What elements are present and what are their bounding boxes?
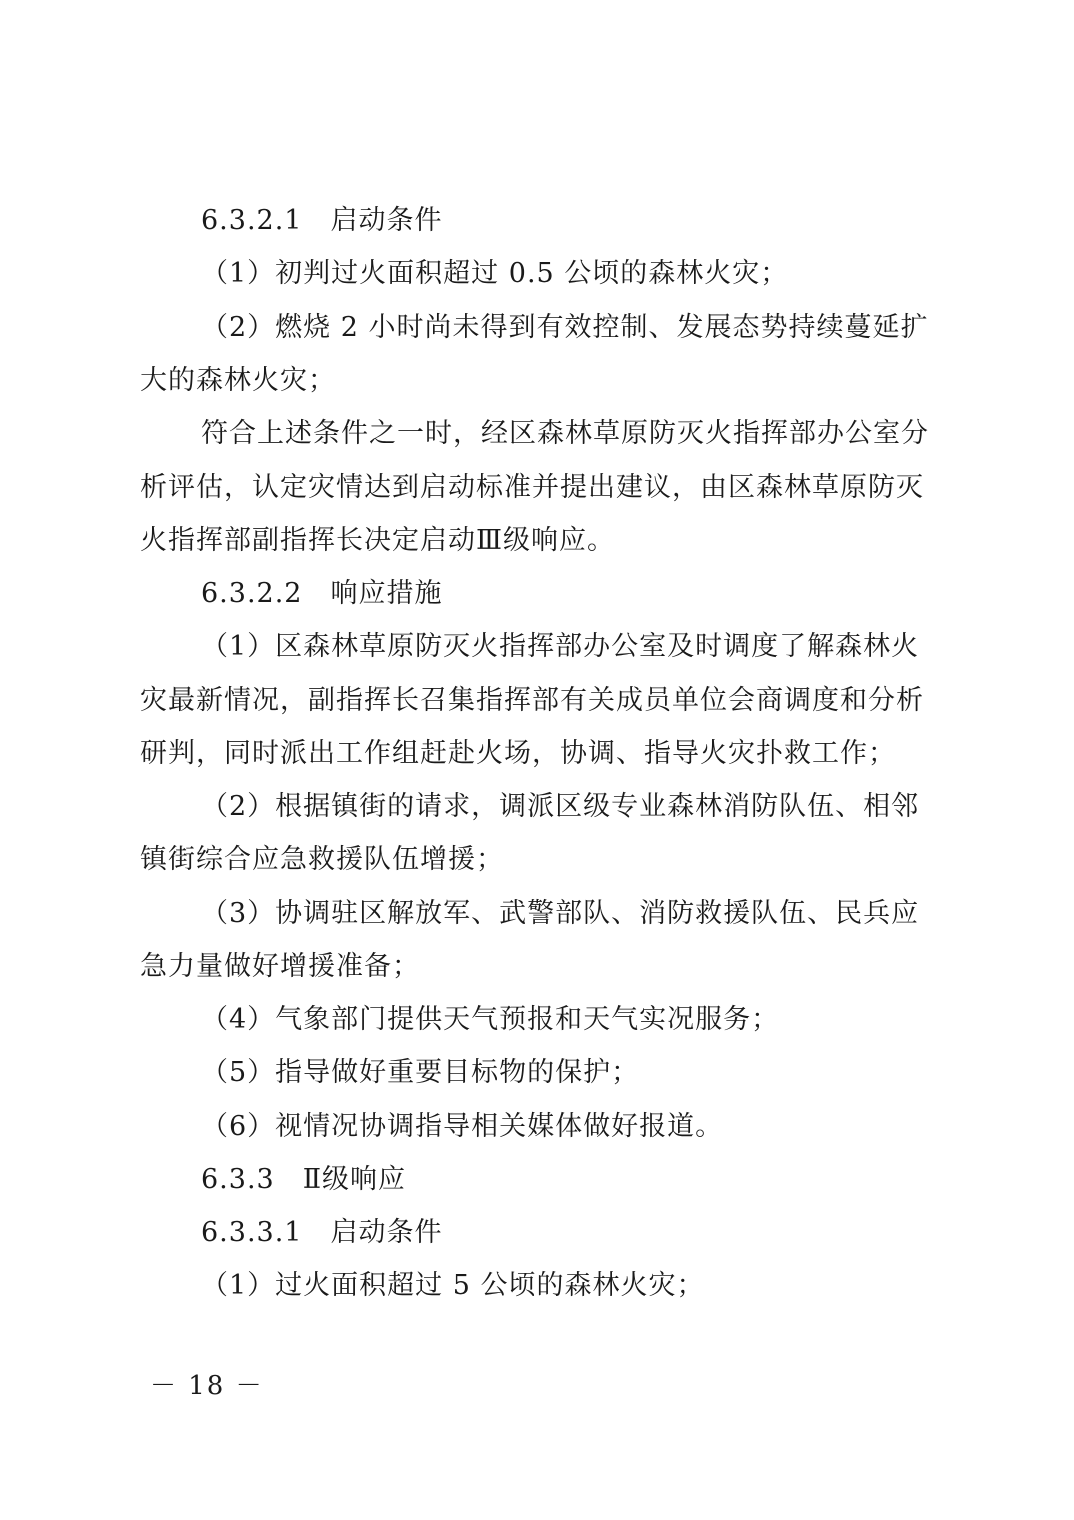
paragraph-line: 急力量做好增援准备； <box>140 951 420 982</box>
paragraph-line: （4）气象部门提供天气预报和天气实况服务； <box>201 1004 780 1035</box>
paragraph-line: （2）根据镇街的请求，调派区级专业森林消防队伍、相邻 <box>201 791 920 822</box>
paragraph-line: （2）燃烧 2 小时尚未得到有效控制、发展态势持续蔓延扩 <box>201 312 929 343</box>
page-number: － 18 － <box>150 1371 264 1401</box>
paragraph-line: （1）过火面积超过 5 公顷的森林火灾； <box>201 1270 705 1301</box>
paragraph-line: （3）协调驻区解放军、武警部队、消防救援队伍、民兵应 <box>201 898 920 929</box>
paragraph-line: （1）初判过火面积超过 0.5 公顷的森林火灾； <box>201 258 789 289</box>
heading-6-3-3: 6.3.3 Ⅱ级响应 <box>201 1164 407 1195</box>
paragraph-line: 火指挥部副指挥长决定启动Ⅲ级响应。 <box>140 525 616 556</box>
paragraph-line: 研判，同时派出工作组赶赴火场，协调、指导火灾扑救工作； <box>140 738 896 769</box>
paragraph-line: 符合上述条件之一时，经区森林草原防灭火指挥部办公室分 <box>201 418 929 449</box>
heading-6-3-3-1: 6.3.3.1 启动条件 <box>201 1217 443 1248</box>
heading-6-3-2-1: 6.3.2.1 启动条件 <box>201 205 443 236</box>
paragraph-line: 析评估，认定灾情达到启动标准并提出建议，由区森林草原防灭 <box>140 472 924 503</box>
paragraph-line: （1）区森林草原防灭火指挥部办公室及时调度了解森林火 <box>201 631 920 662</box>
paragraph-line: 大的森林火灾； <box>140 365 336 396</box>
paragraph-line: 镇街综合应急救援队伍增援； <box>140 844 504 875</box>
heading-6-3-2-2: 6.3.2.2 响应措施 <box>201 578 443 609</box>
paragraph-line: （6）视情况协调指导相关媒体做好报道。 <box>201 1111 724 1142</box>
paragraph-line: 灾最新情况，副指挥长召集指挥部有关成员单位会商调度和分析 <box>140 685 924 716</box>
paragraph-line: （5）指导做好重要目标物的保护； <box>201 1057 640 1088</box>
